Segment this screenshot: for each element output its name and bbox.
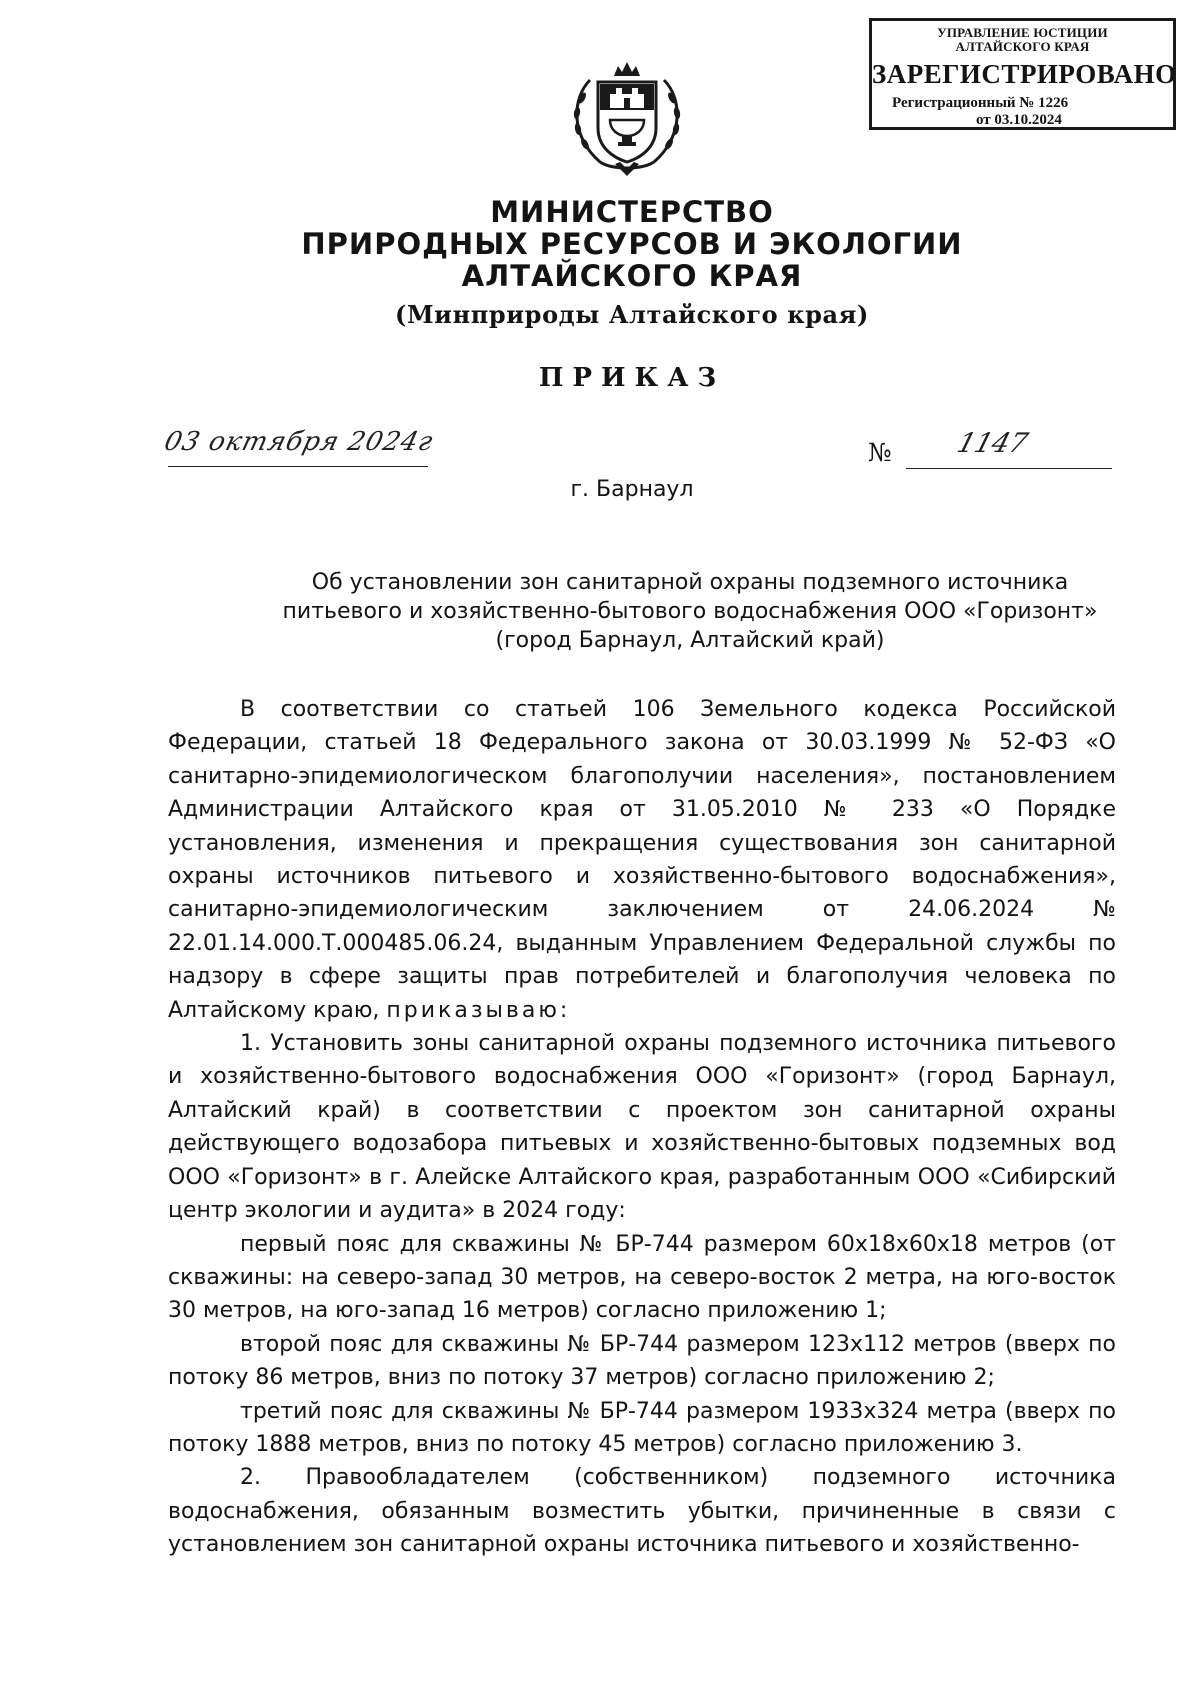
coat-of-arms-icon [560,58,694,180]
subject-line1: Об установлении зон санитарной охраны подземного источника [311,570,1069,595]
order-word: приказываю: [386,997,571,1023]
number-underline [906,468,1112,469]
order-body [168,693,1116,1562]
subject-line3: (город Барнаул, Алтайский край) [495,628,885,653]
ministry-name [0,196,1200,292]
order-city: г. Барнаул [570,477,694,502]
ministry-line2: ПРИРОДНЫХ РЕСУРСОВ И ЭКОЛОГИИ [301,227,963,261]
ministry-short-name: (Минприроды Алтайского края) [395,300,869,329]
item-2-paragraph: 2. Правообладателем (собственником) подземного источника водоснабжения, обязанным возместить убытки, причиненные в связи с установлением зон санитарной охраны источника питьевого и хозяйственно- [168,1465,1116,1558]
registration-stamp [869,18,1176,130]
preamble-paragraph [168,693,1116,1027]
stamp-organization [872,26,1173,54]
date-underline [168,466,428,467]
order-number-handwritten: 1147 [953,428,1032,459]
order-subject [240,568,1140,655]
stamp-org-line2: АЛТАЙСКОГО КРАЯ [955,39,1090,54]
preamble-text: В соответствии со статьей 106 Земельного кодекса Российской Федерации, статьей 18 Федерального закона от 30.03.1999 № 52-ФЗ «О санитарно-эпидемиологическом благополучии населения», постановлением Администрации Алтайского края от 31.05.2010 № 233 «О Порядке установления, изменения и прекращения существования зон санитарной охраны источников питьевого и хозяйственно-бытового водоснабжения», санитарно-эпидемиологическим заключением от 24.06.2024 № 22.01.14.000.Т.000485.06.24, выданным Управлением Федеральной службы по надзору в сфере защиты прав потребителей и благополучия человека по Алтайскому краю, [168,697,1116,1023]
ministry-line1: МИНИСТЕРСТВО [490,195,774,229]
document-type: ПРИКАЗ [538,363,726,393]
ministry-line3: АЛТАЙСКОГО КРАЯ [461,259,803,293]
subject-line2: питьевого и хозяйственно-бытового водоснабжения ООО «Горизонт» [282,599,1098,624]
belt-3-paragraph: третий пояс для скважины № БР-744 размером 1933х324 метра (вверх по потоку 1888 метров, вниз по потоку 45 метров) согласно приложению 3. [168,1398,1116,1457]
stamp-reg-date: от 03.10.2024 [976,112,1062,128]
belt-2-paragraph: второй пояс для скважины № БР-744 размером 123х112 метров (вверх по потоку 86 метров, вниз по потоку 37 метров) согласно приложению 2; [168,1331,1116,1391]
stamp-status: ЗАРЕГИСТРИРОВАНО [872,59,1177,89]
belt-1-paragraph: первый пояс для скважины № БР-744 размером 60х18х60х18 метров (от скважины: на северо-запад 30 метров, на северо-восток 2 метра, на юго-восток 30 метров, на юго-запад 16 метров) согласно приложению 1; [168,1231,1116,1324]
item-1-paragraph: 1. Установить зоны санитарной охраны подземного источника питьевого и хозяйственно-бытового водоснабжения ООО «Горизонт» (город Барнаул, Алтайский край) в соответствии с проектом зон санитарной охраны действующего водозабора питьевых и хозяйственно-бытовых подземных вод ООО «Горизонт» в г. Алейске Алтайского края, разработанным ООО «Сибирский центр экологии и аудита» в 2024 году: [168,1031,1116,1224]
stamp-reg-number: Регистрационный № 1226 [892,95,1069,111]
order-number-sign: № [868,438,892,467]
order-date-handwritten: 03 октября 2024г [161,427,437,457]
stamp-org-line1: УПРАВЛЕНИЕ ЮСТИЦИИ [937,25,1108,40]
